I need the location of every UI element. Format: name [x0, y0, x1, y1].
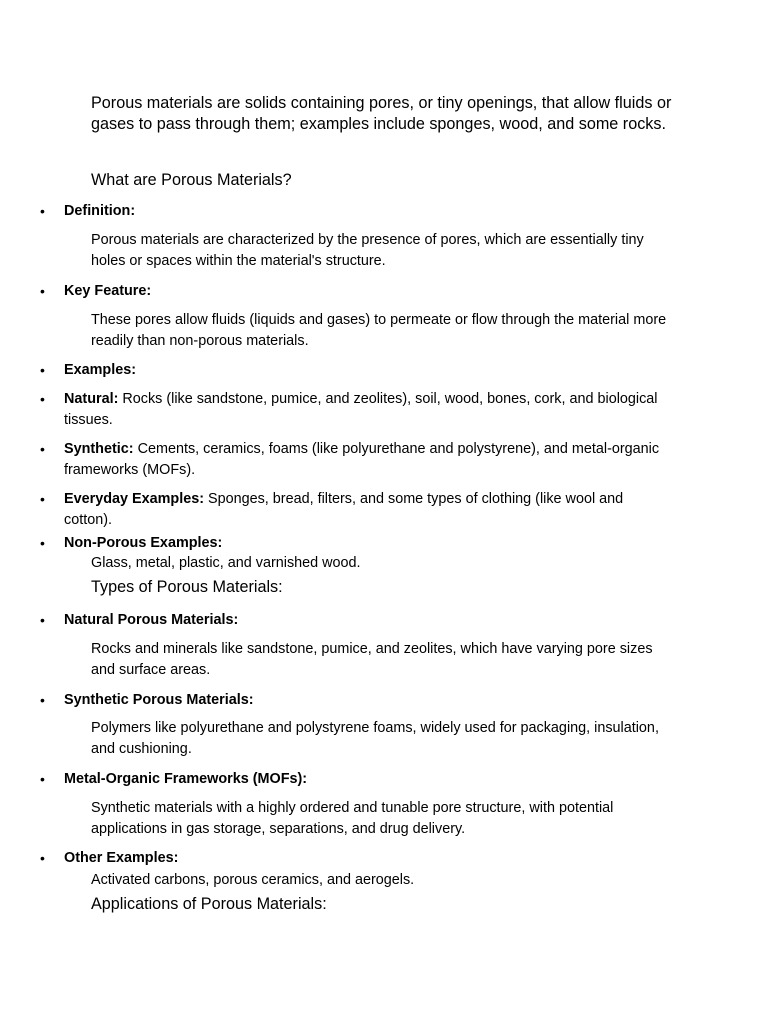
other-examples-detail: Activated carbons, porous ceramics, and aerogels.: [91, 872, 415, 888]
natural-porous-detail: Rocks and minerals like sandstone, pumice, and zeolites, which have varying pore sizes and surface areas.: [91, 641, 653, 678]
bullet-glyph: •: [40, 491, 45, 507]
bullet-glyph: •: [40, 362, 45, 378]
bullet-glyph: •: [40, 771, 45, 787]
bullet-label: Everyday Examples:: [64, 491, 204, 507]
bullet-glyph: •: [40, 441, 45, 457]
bullet-label: Key Feature:: [64, 283, 152, 299]
bullet-glyph: •: [40, 283, 45, 299]
bullet-glyph: •: [40, 391, 45, 407]
bullet-label: Non-Porous Examples:: [64, 535, 223, 551]
non-porous-detail: Glass, metal, plastic, and varnished wood.: [91, 555, 361, 571]
synthetic-porous-detail: Polymers like polyurethane and polystyrene foams, widely used for packaging, insulation, and cushioning.: [91, 720, 659, 757]
bullet-glyph: •: [40, 203, 45, 219]
bullet-label: Definition:: [64, 203, 136, 219]
bullet-body: Cements, ceramics, foams (like polyurethane and polystyrene), and metal-organic frameworks (MOFs).: [64, 441, 660, 478]
bullet-glyph: •: [40, 612, 45, 628]
bullet-label: Other Examples:: [64, 850, 179, 866]
heading-types-of-porous-materials: Types of Porous Materials:: [91, 578, 283, 596]
bullet-label: Natural:: [64, 391, 119, 407]
bullet-glyph: •: [40, 850, 45, 866]
bullet-label: Examples:: [64, 362, 136, 378]
bullet-glyph: •: [40, 692, 45, 708]
heading-what-are-porous-materials: What are Porous Materials?: [91, 171, 292, 189]
bullet-label: Synthetic:: [64, 441, 134, 457]
key-feature-detail: These pores allow fluids (liquids and gases) to permeate or flow through the material more readily than non-porous materials.: [91, 312, 667, 349]
heading-applications-of-porous-materials: Applications of Porous Materials:: [91, 895, 327, 913]
bullet-label: Synthetic Porous Materials:: [64, 692, 254, 708]
mofs-detail: Synthetic materials with a highly ordered and tunable pore structure, with potential applications in gas storage, separations, and drug delivery.: [91, 800, 614, 837]
bullet-label: Natural Porous Materials:: [64, 612, 239, 628]
definition-detail: Porous materials are characterized by the presence of pores, which are essentially tiny holes or spaces within the material's structure.: [91, 232, 644, 269]
bullet-label: Metal-Organic Frameworks (MOFs):: [64, 771, 308, 787]
intro-paragraph: Porous materials are solids containing pores, or tiny openings, that allow fluids or gases to pass through them; examples include sponges, wood, and some rocks.: [91, 94, 672, 133]
bullet-glyph: •: [40, 535, 45, 551]
bullet-body: Sponges, bread, filters, and some types of clothing (like wool and cotton).: [64, 491, 624, 528]
bullet-body: Rocks (like sandstone, pumice, and zeolites), soil, wood, bones, cork, and biological tissues.: [64, 391, 658, 428]
